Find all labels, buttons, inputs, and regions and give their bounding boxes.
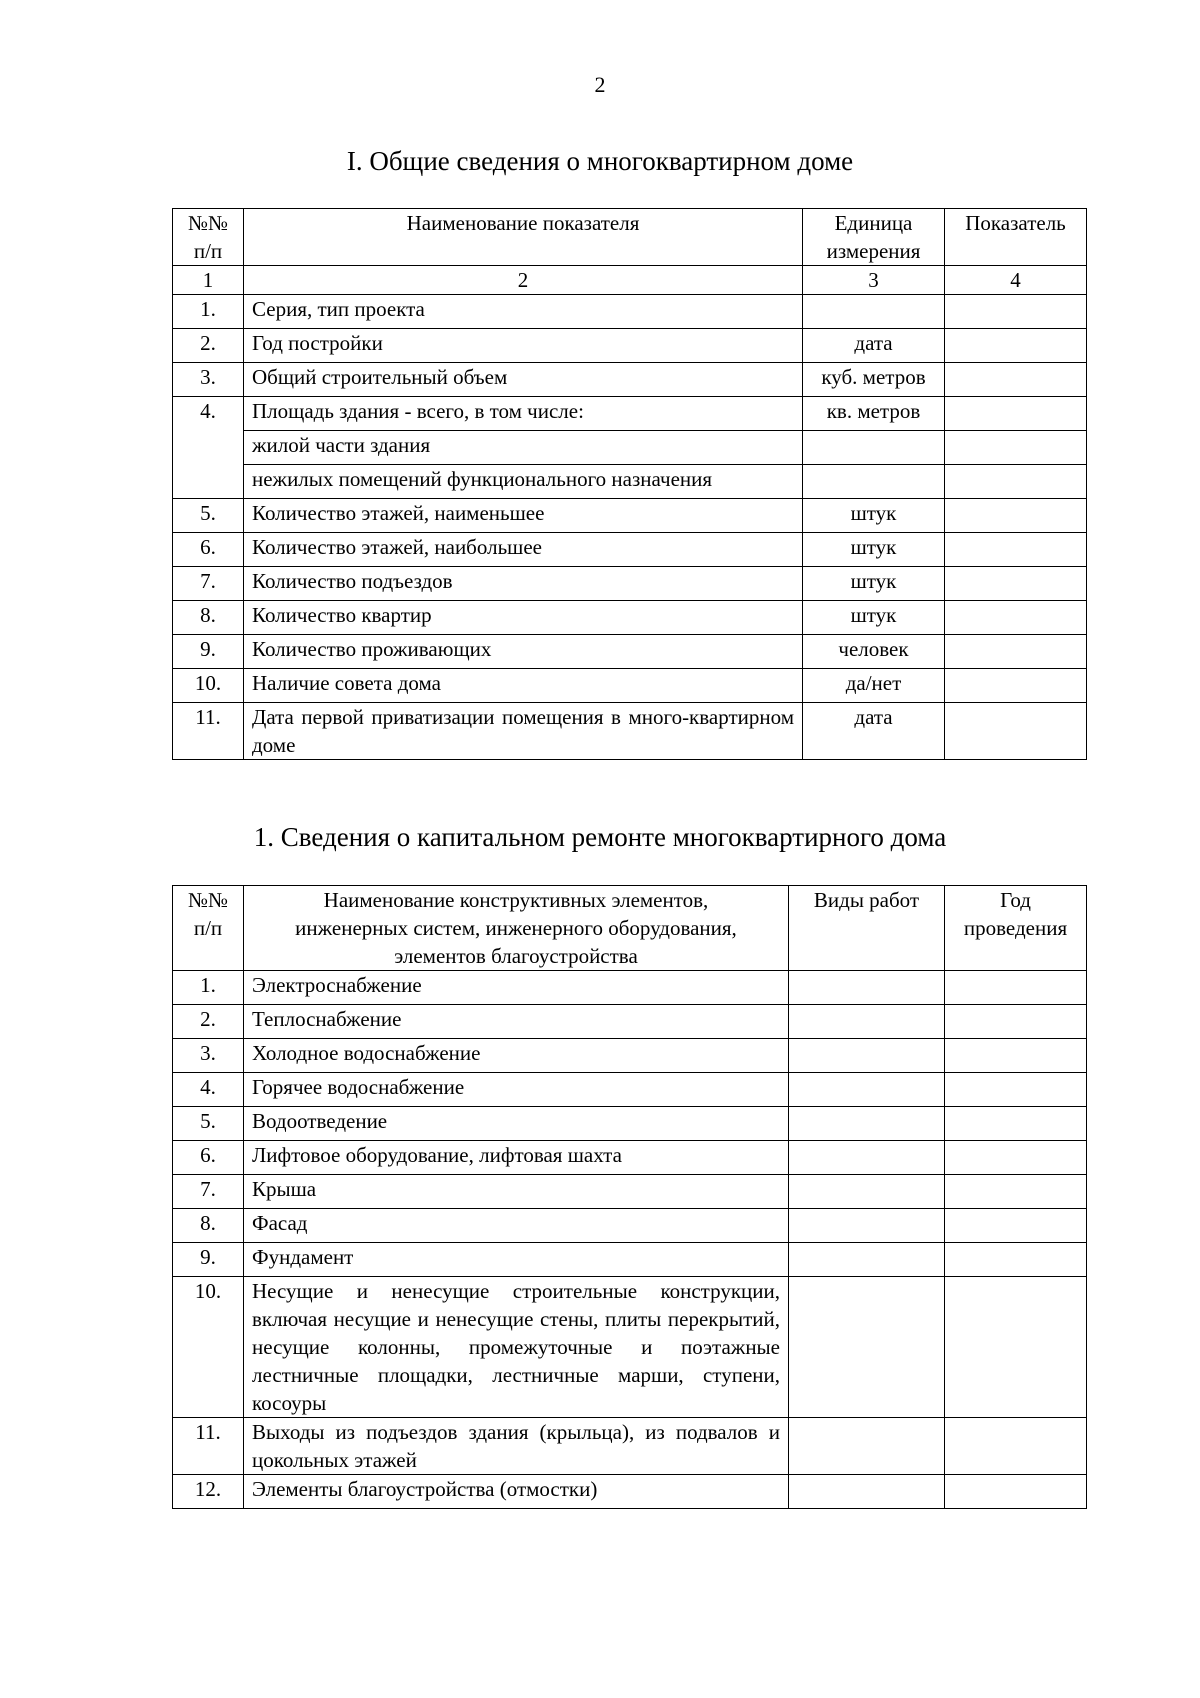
- work-types-cell: [789, 971, 945, 1005]
- row-number: 1.: [173, 295, 244, 329]
- row-number: 5.: [173, 1107, 244, 1141]
- indicator-name: жилой части здания: [244, 431, 803, 465]
- row-number: 2.: [173, 1005, 244, 1039]
- header-element-name: Наименование конструктивных элементов, инженерных систем, инженерного оборудования, элементов благоустройства: [244, 886, 789, 971]
- value-cell: [945, 397, 1087, 431]
- year-cell: [945, 1277, 1087, 1418]
- table-row: [173, 397, 1087, 431]
- work-types-cell: [789, 1209, 945, 1243]
- element-name: Холодное водоснабжение: [244, 1039, 789, 1073]
- unit-cell: дата: [803, 703, 945, 760]
- element-name: Горячее водоснабжение: [244, 1073, 789, 1107]
- element-name: Несущие и ненесущие строительные конструкции, включая несущие и ненесущие стены, плиты перекрытий, несущие колонны, промежуточные и поэтажные лестничные площадки, лестничные марши, ступени, косоуры: [244, 1277, 789, 1418]
- year-cell: [945, 1039, 1087, 1073]
- row-number: 6.: [173, 533, 244, 567]
- indicator-name: Серия, тип проекта: [244, 295, 803, 329]
- column-number: 4: [945, 266, 1087, 295]
- table-row: [173, 1141, 1087, 1175]
- unit-cell: [803, 465, 945, 499]
- work-types-cell: [789, 1277, 945, 1418]
- table-row: [173, 669, 1087, 703]
- unit-cell: штук: [803, 567, 945, 601]
- element-name: Лифтовое оборудование, лифтовая шахта: [244, 1141, 789, 1175]
- capital-repair-table: [172, 885, 1087, 1509]
- table-row: [173, 431, 1087, 465]
- indicator-name: Количество подъездов: [244, 567, 803, 601]
- column-number: 2: [244, 266, 803, 295]
- unit-cell: штук: [803, 533, 945, 567]
- row-number: 3.: [173, 1039, 244, 1073]
- table-header-row: [173, 886, 1087, 971]
- value-cell: [945, 669, 1087, 703]
- year-cell: [945, 1475, 1087, 1509]
- element-name: Водоотведение: [244, 1107, 789, 1141]
- indicator-name: Площадь здания - всего, в том числе:: [244, 397, 803, 431]
- work-types-cell: [789, 1243, 945, 1277]
- row-number: 4.: [173, 397, 244, 499]
- indicator-name: Количество этажей, наименьшее: [244, 499, 803, 533]
- row-number: 4.: [173, 1073, 244, 1107]
- value-cell: [945, 567, 1087, 601]
- row-number: 11.: [173, 1418, 244, 1475]
- table-row: [173, 1073, 1087, 1107]
- table-row: [173, 1039, 1087, 1073]
- table-row: [173, 1175, 1087, 1209]
- year-cell: [945, 1243, 1087, 1277]
- table-row: [173, 1005, 1087, 1039]
- table-row: [173, 1475, 1087, 1509]
- row-number: 10.: [173, 1277, 244, 1418]
- unit-cell: [803, 295, 945, 329]
- unit-cell: штук: [803, 601, 945, 635]
- work-types-cell: [789, 1107, 945, 1141]
- row-number: 6.: [173, 1141, 244, 1175]
- row-number: 11.: [173, 703, 244, 760]
- value-cell: [945, 465, 1087, 499]
- year-cell: [945, 1141, 1087, 1175]
- work-types-cell: [789, 1005, 945, 1039]
- table-row: [173, 1107, 1087, 1141]
- row-number: 7.: [173, 1175, 244, 1209]
- value-cell: [945, 295, 1087, 329]
- row-number: 5.: [173, 499, 244, 533]
- unit-cell: штук: [803, 499, 945, 533]
- table-row: [173, 567, 1087, 601]
- table-row: [173, 499, 1087, 533]
- value-cell: [945, 431, 1087, 465]
- section-title-general-info: I. Общие сведения о многоквартирном доме: [346, 146, 854, 176]
- table-row: [173, 1418, 1087, 1475]
- work-types-cell: [789, 1039, 945, 1073]
- indicator-name: Наличие совета дома: [244, 669, 803, 703]
- work-types-cell: [789, 1175, 945, 1209]
- table-row: [173, 635, 1087, 669]
- work-types-cell: [789, 1141, 945, 1175]
- indicator-name: Количество проживающих: [244, 635, 803, 669]
- table-row: [173, 533, 1087, 567]
- element-name: Электроснабжение: [244, 971, 789, 1005]
- header-unit: Единица измерения: [803, 209, 945, 266]
- table-row: [173, 1209, 1087, 1243]
- unit-cell: да/нет: [803, 669, 945, 703]
- row-number: 12.: [173, 1475, 244, 1509]
- element-name: Фундамент: [244, 1243, 789, 1277]
- header-number: №№ п/п: [173, 886, 244, 971]
- indicator-name: Дата первой приватизации помещения в много-квартирном доме: [244, 703, 803, 760]
- row-number: 3.: [173, 363, 244, 397]
- indicator-name: Общий строительный объем: [244, 363, 803, 397]
- general-info-table: [172, 208, 1087, 760]
- element-name: Фасад: [244, 1209, 789, 1243]
- section-title-capital-repair: 1. Сведения о капитальном ремонте многоквартирного дома: [253, 822, 947, 852]
- work-types-cell: [789, 1475, 945, 1509]
- row-number: 9.: [173, 1243, 244, 1277]
- year-cell: [945, 971, 1087, 1005]
- year-cell: [945, 1005, 1087, 1039]
- table-row: [173, 1277, 1087, 1418]
- row-number: 8.: [173, 1209, 244, 1243]
- page-number: 2: [594, 72, 606, 97]
- value-cell: [945, 499, 1087, 533]
- column-numbers-row: [173, 266, 1087, 295]
- table-row: [173, 971, 1087, 1005]
- year-cell: [945, 1418, 1087, 1475]
- header-year: Год проведения: [945, 886, 1087, 971]
- row-number: 8.: [173, 601, 244, 635]
- element-name: Крыша: [244, 1175, 789, 1209]
- indicator-name: Количество квартир: [244, 601, 803, 635]
- indicator-name: нежилых помещений функционального назначения: [244, 465, 803, 499]
- value-cell: [945, 329, 1087, 363]
- table-row: [173, 329, 1087, 363]
- row-number: 10.: [173, 669, 244, 703]
- unit-cell: кв. метров: [803, 397, 945, 431]
- table-row: [173, 465, 1087, 499]
- element-name: Выходы из подъездов здания (крыльца), из подвалов и цокольных этажей: [244, 1418, 789, 1475]
- table-row: [173, 703, 1087, 760]
- unit-cell: человек: [803, 635, 945, 669]
- unit-cell: дата: [803, 329, 945, 363]
- header-indicator-name: Наименование показателя: [244, 209, 803, 266]
- value-cell: [945, 703, 1087, 760]
- indicator-name: Количество этажей, наибольшее: [244, 533, 803, 567]
- table-header-row: [173, 209, 1087, 266]
- year-cell: [945, 1073, 1087, 1107]
- column-number: 3: [803, 266, 945, 295]
- table-row: [173, 363, 1087, 397]
- element-name: Элементы благоустройства (отмостки): [244, 1475, 789, 1509]
- indicator-name: Год постройки: [244, 329, 803, 363]
- header-number: №№ п/п: [173, 209, 244, 266]
- unit-cell: куб. метров: [803, 363, 945, 397]
- table-row: [173, 295, 1087, 329]
- row-number: 7.: [173, 567, 244, 601]
- header-value: Показатель: [945, 209, 1087, 266]
- row-number: 2.: [173, 329, 244, 363]
- header-work-types: Виды работ: [789, 886, 945, 971]
- element-name: Теплоснабжение: [244, 1005, 789, 1039]
- column-number: 1: [173, 266, 244, 295]
- table-row: [173, 601, 1087, 635]
- value-cell: [945, 533, 1087, 567]
- year-cell: [945, 1209, 1087, 1243]
- row-number: 9.: [173, 635, 244, 669]
- value-cell: [945, 363, 1087, 397]
- table-row: [173, 1243, 1087, 1277]
- year-cell: [945, 1175, 1087, 1209]
- year-cell: [945, 1107, 1087, 1141]
- work-types-cell: [789, 1073, 945, 1107]
- work-types-cell: [789, 1418, 945, 1475]
- row-number: 1.: [173, 971, 244, 1005]
- unit-cell: [803, 431, 945, 465]
- value-cell: [945, 601, 1087, 635]
- value-cell: [945, 635, 1087, 669]
